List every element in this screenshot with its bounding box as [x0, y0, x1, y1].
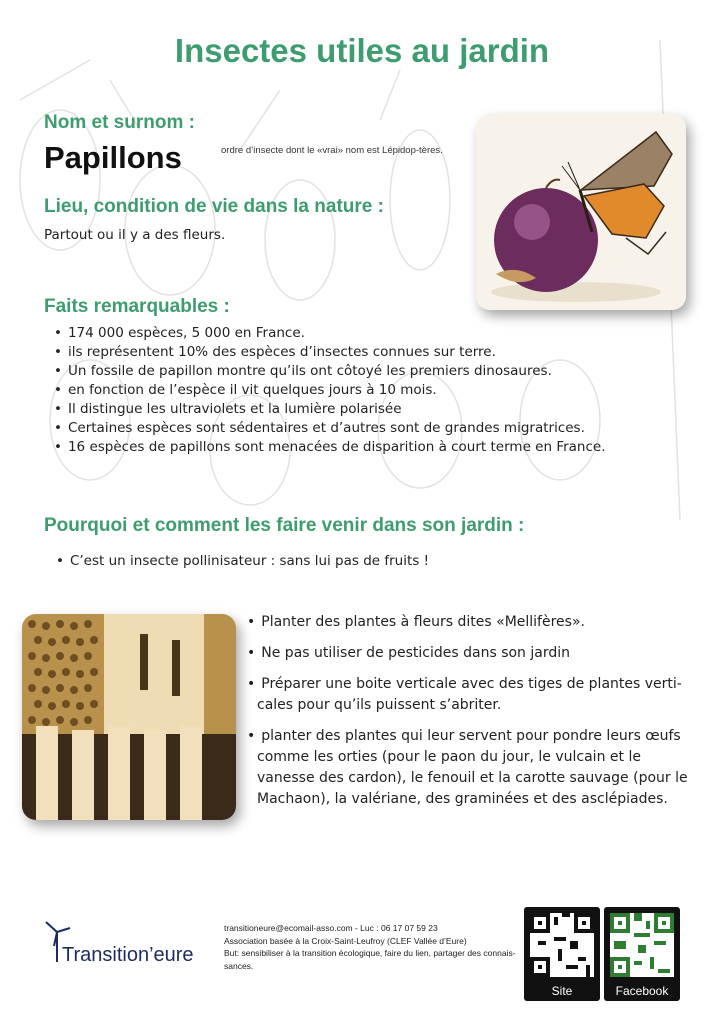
insect-hotel-drawing [22, 614, 236, 820]
qr-facebook[interactable] [604, 907, 680, 1001]
goal-line: But: sensibiliser à la transition écologique, faire du lien, partager des connais-sances. [224, 948, 516, 971]
attract-reason-text: C’est un insecte pollinisateur : sans lui pas de fruits ! [69, 553, 430, 569]
footer-info [224, 922, 520, 972]
attract-reason [56, 552, 429, 571]
list-item: • Il distingue les ultraviolets et la lumière polarisée [54, 400, 606, 419]
name-note: ordre d’insecte dont le «vrai» nom est Lépidop-tères. [221, 145, 443, 156]
name-heading: Nom et surnom : [44, 112, 195, 133]
attract-heading: Pourquoi et comment les faire venir dans son jardin : [44, 515, 525, 536]
list-item: • Préparer une boite verticale avec des tiges de plantes verti-cales pour qu’ils puissent s’abriter. [247, 674, 697, 716]
list-item: • planter des plantes qui leur servent pour pondre leurs œufs comme les orties (pour le paon du jour, le vulcain et le vanesse des cardon), le fenouil et la carotte sauvage (pour le Machaon), la valériane, des graminées et des asclépiades. [247, 726, 697, 810]
insect-hotel-photo [22, 614, 236, 820]
list-item: • ils représentent 10% des espèces d’insectes connues sur terre. [54, 343, 606, 362]
organization-logo: Transition’eure [62, 944, 194, 966]
list-item: • Ne pas utiliser de pesticides dans son jardin [247, 643, 697, 664]
habitat-text: Partout ou il y a des fleurs. [44, 227, 226, 243]
list-item: • 16 espèces de papillons sont menacées de disparition à court terme en France. [54, 438, 606, 457]
qr-site-label: Site [551, 984, 573, 998]
qr-code-icon [610, 913, 674, 977]
facts-list [54, 324, 606, 457]
butterfly-plum-drawing [476, 114, 686, 310]
facts-heading: Faits remarquables : [44, 296, 230, 317]
qr-facebook-label: Facebook [615, 984, 669, 998]
habitat-heading: Lieu, condition de vie dans la nature : [44, 196, 384, 217]
list-item: • Un fossile de papillon montre qu’ils ont côtoyé les premiers dinosaures. [54, 362, 606, 381]
page-title: Insectes utiles au jardin [174, 32, 550, 69]
qr-code-icon [530, 913, 594, 977]
list-item: • en fonction de l’espèce il vit quelques jours à 10 mois. [54, 381, 606, 400]
list-item: • 174 000 espèces, 5 000 en France. [54, 324, 606, 343]
association-line: Association basée à la Croix-Saint-Leufroy (CLEF Vallée d’Eure) [224, 935, 467, 946]
list-item: • Planter des plantes à fleurs dites «Mellifères». [247, 612, 697, 633]
insect-name: Papillons [44, 140, 182, 175]
tips-list [247, 612, 697, 820]
butterfly-plum-illustration [476, 114, 686, 310]
list-item: • Certaines espèces sont sédentaires et d’autres sont de grandes migratrices. [54, 419, 606, 438]
qr-site[interactable] [524, 907, 600, 1001]
contact-line[interactable]: transitioneure@ecomail-asso.com - Luc : 06 17 07 59 23 [224, 923, 438, 933]
